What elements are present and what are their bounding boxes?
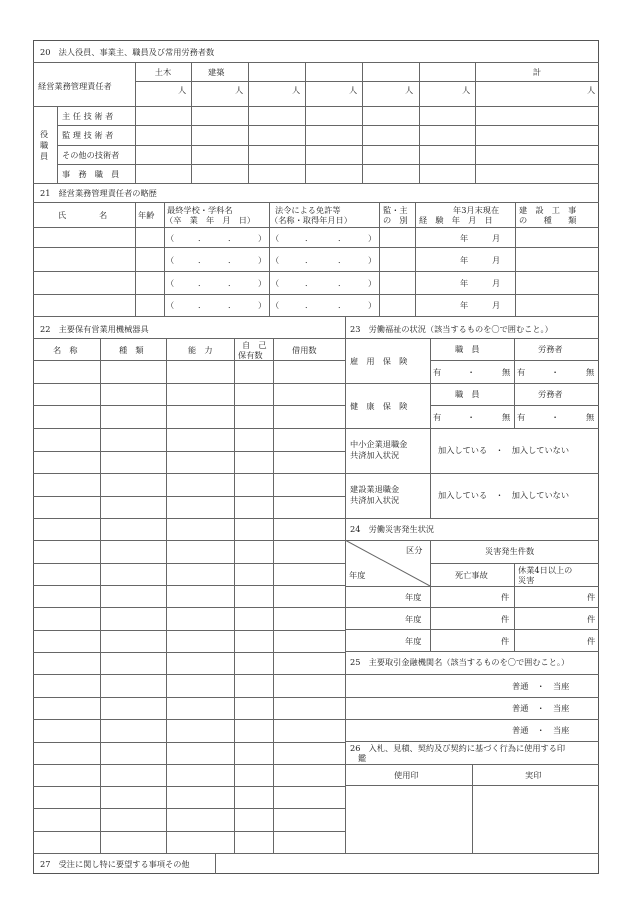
h-kind-2: の 別: [383, 215, 408, 225]
unit: 人: [587, 85, 596, 95]
dot: ．: [338, 233, 347, 243]
employment-insurance-label: 雇 用 保 険: [350, 356, 408, 366]
no-option[interactable]: 無: [586, 367, 595, 377]
month: 月: [492, 300, 501, 310]
leave-header-2: 災害: [518, 575, 535, 585]
account-type-options[interactable]: 普通 ・ 当座: [512, 725, 570, 735]
dot: ．: [198, 233, 207, 243]
h-license: 法令による免許等: [275, 205, 341, 215]
yes-option[interactable]: 有: [517, 367, 526, 377]
staff-label: 職 員: [455, 389, 480, 399]
paren: （: [166, 300, 175, 310]
dot: ．: [228, 278, 237, 288]
construction-mutual-label: 建設業退職金: [350, 484, 400, 494]
sme-mutual-label-2: 共済加入状況: [350, 450, 400, 460]
h-equip-capacity: 能 力: [188, 345, 213, 355]
sme-joined-options[interactable]: 加入している ・ 加入していない: [438, 445, 570, 455]
dot: ．: [305, 255, 314, 265]
construction-joined-options[interactable]: 加入している ・ 加入していない: [438, 490, 570, 500]
account-type-options[interactable]: 普通 ・ 当座: [512, 681, 570, 691]
dot: ．: [228, 233, 237, 243]
no-option[interactable]: 無: [502, 367, 511, 377]
officer-row-label: 監 理 技 術 者: [62, 130, 114, 140]
h-school-date: （卒 業 年 月 日）: [165, 215, 256, 225]
section20-title: 20 法人役員、事業主、職員及び常用労務者数: [40, 47, 215, 57]
section24-title: 24 労働災害発生状況: [350, 524, 435, 534]
leave-header: 休業4日以上の: [518, 565, 573, 575]
accident-count-header: 災害発生件数: [485, 546, 535, 556]
yes-option[interactable]: 有: [517, 412, 526, 422]
section26-title-2: 鑑: [358, 753, 367, 763]
seal-used-label: 使用印: [394, 770, 419, 780]
paren: （: [166, 278, 175, 288]
section26-title: 26 入札、見積、契約及び契約に基づく行為に使用する印: [350, 743, 566, 753]
h-equip-own-2: 保有数: [238, 350, 263, 360]
dot: ．: [305, 300, 314, 310]
h-exp: 年3月末現在: [453, 205, 500, 215]
section23-title: 23 労働福祉の状況（該当するものを〇で囲むこと。）: [350, 324, 553, 334]
unit: 人: [349, 85, 358, 95]
h-equip-type: 種 類: [119, 345, 144, 355]
dot: ．: [228, 300, 237, 310]
unit: 人: [462, 85, 471, 95]
col-total: 計: [532, 67, 542, 77]
no-option[interactable]: 無: [586, 412, 595, 422]
dot: ．: [338, 300, 347, 310]
yes-option[interactable]: 有: [433, 412, 442, 422]
paren: ）: [368, 233, 377, 243]
fiscal-year: 年度: [405, 614, 422, 624]
fiscal-year: 年度: [405, 636, 422, 646]
no-option[interactable]: 無: [502, 412, 511, 422]
separator: ・: [551, 412, 560, 422]
dot: ．: [305, 278, 314, 288]
month: 月: [492, 233, 501, 243]
section21-title: 21 経営業務管理責任者の略歴: [40, 188, 157, 198]
officer-group-label: 役職員: [40, 129, 49, 161]
paren: ）: [258, 300, 267, 310]
paren: ）: [258, 278, 267, 288]
unit: 件: [501, 614, 510, 624]
dot: ．: [305, 233, 314, 243]
dot: ．: [198, 255, 207, 265]
sme-mutual-label: 中小企業退職金: [350, 439, 408, 449]
kubun-label: 区分: [406, 545, 423, 555]
year: 年: [460, 278, 469, 288]
h-equip-lease: 借用数: [292, 345, 317, 355]
dot: ．: [338, 278, 347, 288]
separator: ・: [551, 367, 560, 377]
paren: （: [271, 300, 280, 310]
h-equip-name: 名 称: [53, 345, 78, 355]
unit: 件: [501, 592, 510, 602]
paren: （: [166, 255, 175, 265]
h-school: 最終学校・学科名: [167, 205, 233, 215]
officer-row-label: 主 任 技 術 者: [62, 111, 114, 121]
fiscal-year: 年度: [405, 592, 422, 602]
paren: ）: [368, 255, 377, 265]
h-kind: 監・主: [383, 205, 408, 215]
worker-label: 労務者: [538, 389, 563, 399]
h-age: 年齢: [138, 210, 155, 220]
death-header: 死亡事故: [455, 570, 488, 580]
col-civil: 土木: [154, 67, 172, 77]
h-equip-own: 自 己: [242, 340, 267, 350]
dot: ．: [198, 278, 207, 288]
separator: ・: [467, 367, 476, 377]
section27-title: 27 受注に関し特に要望する事項その他: [40, 859, 190, 869]
account-type-options[interactable]: 普通 ・ 当座: [512, 703, 570, 713]
health-insurance-label: 健 康 保 険: [350, 401, 408, 411]
officer-row-label: 事 務 職 員: [62, 169, 120, 179]
paren: （: [166, 233, 175, 243]
paren: （: [271, 233, 280, 243]
staff-label: 職 員: [455, 344, 480, 354]
section22-title: 22 主要保有営業用機械器具: [40, 324, 149, 334]
construction-mutual-label-2: 共済加入状況: [350, 495, 400, 505]
h-name: 氏 名: [58, 210, 108, 220]
h-license-date: （名称・取得年月日）: [270, 215, 352, 225]
officer-row-label: その他の技術者: [62, 150, 120, 160]
paren: （: [271, 255, 280, 265]
paren: ）: [368, 278, 377, 288]
separator: ・: [467, 412, 476, 422]
h-work: 建 設 工 事: [519, 205, 577, 215]
paren: ）: [368, 300, 377, 310]
year: 年: [460, 300, 469, 310]
nendo-label: 年度: [349, 570, 366, 580]
section25-title: 25 主要取引金融機関名（該当するものを〇で囲むこと。）: [350, 657, 570, 667]
dot: ．: [338, 255, 347, 265]
month: 月: [492, 278, 501, 288]
unit: 人: [235, 85, 244, 95]
unit: 件: [587, 636, 596, 646]
month: 月: [492, 255, 501, 265]
unit: 件: [587, 614, 596, 624]
seal-real-label: 実印: [525, 770, 542, 780]
unit: 件: [587, 592, 596, 602]
year: 年: [460, 233, 469, 243]
year: 年: [460, 255, 469, 265]
unit: 件: [501, 636, 510, 646]
unit: 人: [292, 85, 301, 95]
h-exp-2: 経 験 年 月 日: [419, 215, 493, 225]
worker-label: 労務者: [538, 344, 563, 354]
paren: （: [271, 278, 280, 288]
h-work-2: の 種 類: [519, 215, 577, 225]
yes-option[interactable]: 有: [433, 367, 442, 377]
col-arch: 建築: [208, 67, 225, 77]
unit: 人: [178, 85, 187, 95]
paren: ）: [258, 233, 267, 243]
paren: ）: [258, 255, 267, 265]
dot: ．: [228, 255, 237, 265]
manager-label: 経営業務管理責任者: [38, 81, 112, 91]
unit: 人: [405, 85, 414, 95]
dot: ．: [198, 300, 207, 310]
